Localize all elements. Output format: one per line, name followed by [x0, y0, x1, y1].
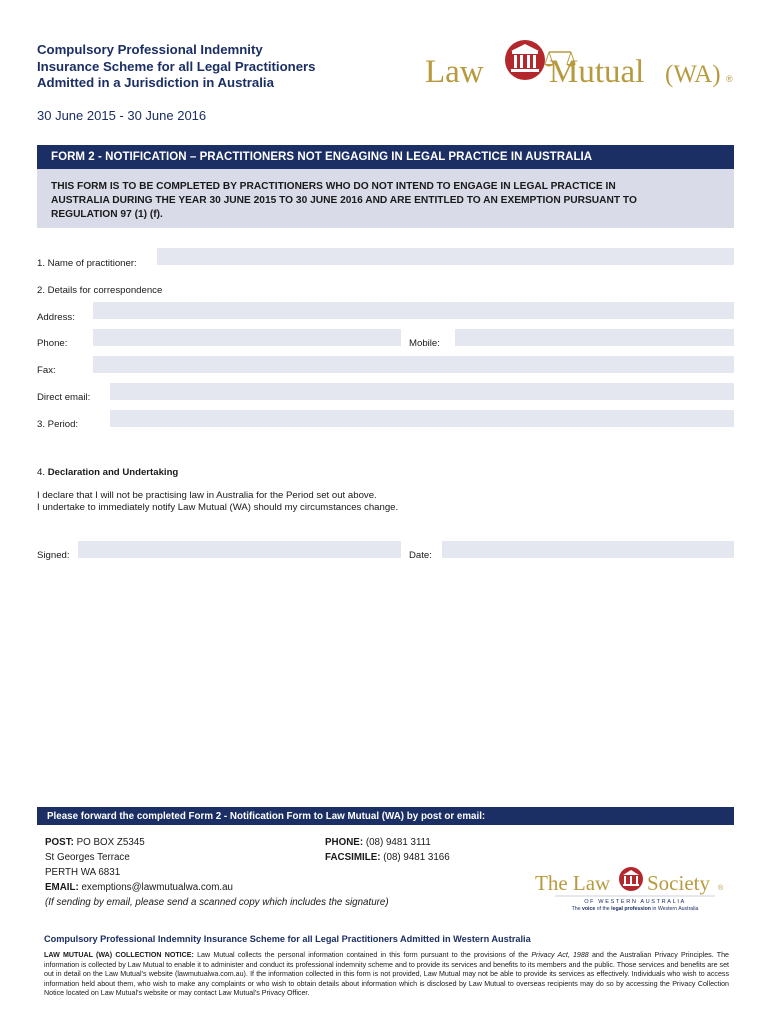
declaration-title: Declaration and Undertaking: [47, 467, 179, 478]
post-value: PO BOX Z5345: [76, 837, 145, 848]
signature-field[interactable]: [78, 541, 401, 558]
logo-word-law: Law: [425, 54, 484, 90]
instruction-line-3: REGULATION 97 (1) (f).: [51, 209, 163, 220]
phone-field[interactable]: [93, 329, 401, 346]
direct-email-field[interactable]: [110, 383, 734, 400]
mobile-label: Mobile:: [409, 338, 440, 349]
logo-registered-mark: ®: [726, 74, 733, 84]
declaration-line-2: I undertake to immediately notify Law Mutual (WA) should my circumstances change.: [37, 502, 399, 513]
email-contact-label: EMAIL:: [45, 882, 79, 893]
email-label: Direct email:: [37, 392, 91, 403]
logo-word-mutual: Mutual: [549, 54, 645, 90]
period-field[interactable]: [110, 410, 734, 427]
phone-contact: [325, 835, 525, 865]
scheme-title: [37, 42, 377, 92]
logo-suffix: (WA): [665, 61, 721, 88]
collection-notice: LAW MUTUAL (WA) COLLECTION NOTICE: Law Mutual collects the personal information contained in this form pursuant to the provisions of the Privacy Act, 1988 and the Australian Privacy Principles. The information is collected by Law Mutual to enable it to administer and conduct its professional indemnity scheme and to provide its services and benefits to its members and the public. Those services and benefits are set out in detail on the Law Mutual’s website (lawmutualwa.com.au). If the information collected in this form is not provided, Law Mutual may not be able to provide its services as effectively. Individuals who wish to access information held about them, who wish to make any complaints or who wish to obtain details about information which is disclosed by Law Mutual to overseas recipients may do so by accessing the Privacy Collection Notice located on Law Mutual’s website or may contact Law Mutual’s Privacy Officer.: [44, 951, 729, 997]
fax-contact-value: (08) 9481 3166: [383, 852, 450, 863]
post-label: POST:: [45, 837, 74, 848]
phone-label: Phone:: [37, 338, 68, 349]
forwarding-instructions-bar: Please forward the completed Form 2 - Notification Form to Law Mutual (WA) by post or email:: [37, 807, 734, 825]
address-field[interactable]: [93, 302, 734, 319]
fax-label: Fax:: [37, 365, 56, 376]
email-contact-link[interactable]: exemptions@lawmutualwa.com.au: [81, 882, 234, 893]
notice-label: LAW MUTUAL (WA) COLLECTION NOTICE:: [44, 951, 194, 959]
law-mutual-logo: [425, 38, 745, 94]
phone-contact-label: PHONE:: [325, 837, 364, 848]
society-subtitle: OF WESTERN AUSTRALIA: [584, 899, 686, 905]
society-registered-mark: ®: [718, 885, 724, 892]
declaration-heading: [37, 467, 178, 478]
phone-contact-value: (08) 9481 3111: [365, 837, 431, 848]
declaration-text: [37, 490, 398, 514]
law-society-emblem-icon: [619, 867, 643, 891]
footer-title: Compulsory Professional Indemnity Insurance Scheme for all Legal Practitioners Admitted in Western Australia: [44, 934, 531, 944]
policy-period: 30 June 2015 - 30 June 2016: [37, 108, 207, 123]
scheme-title-line-2: Insurance Scheme for all Legal Practitioners: [37, 58, 316, 74]
correspondence-heading: 2. Details for correspondence: [37, 285, 163, 296]
period-label: 3. Period:: [37, 419, 79, 430]
mobile-field[interactable]: [455, 329, 734, 346]
signed-label: Signed:: [37, 550, 70, 561]
practitioner-name-field[interactable]: [157, 248, 734, 265]
form-instructions: [37, 169, 734, 228]
address-label: Address:: [37, 312, 75, 323]
law-society-logo: [535, 865, 735, 911]
form-title-bar: FORM 2 - NOTIFICATION – PRACTITIONERS NOT ENGAGING IN LEGAL PRACTICE IN AUSTRALIA: [37, 145, 734, 169]
scheme-title-line-1: Compulsory Professional Indemnity: [37, 42, 263, 57]
name-label: 1. Name of practitioner:: [37, 258, 137, 269]
address-line-2: St Georges Terrace: [45, 852, 130, 863]
instruction-line-1: THIS FORM IS TO BE COMPLETED BY PRACTITIONERS WHO DO NOT INTEND TO ENGAGE IN LEGAL PRACTICE IN: [51, 181, 616, 192]
society-tagline: The voice of the legal profession in Western Australia: [571, 906, 699, 911]
society-word-society: Society: [647, 871, 710, 895]
date-label: Date:: [409, 550, 432, 561]
date-field[interactable]: [442, 541, 734, 558]
declaration-line-1: I declare that I will not be practising law in Australia for the Period set out above.: [37, 490, 377, 501]
fax-field[interactable]: [93, 356, 734, 373]
email-note: (If sending by email, please send a scanned copy which includes the signature): [45, 897, 389, 908]
fax-contact-label: FACSIMILE:: [325, 852, 381, 863]
address-line-3: PERTH WA 6831: [45, 867, 121, 878]
instruction-line-2: AUSTRALIA DURING THE YEAR 30 JUNE 2015 TO 30 JUNE 2016 AND ARE ENTITLED TO AN EXEMPTION PURSUANT TO: [51, 195, 637, 206]
society-word-the-law: The Law: [535, 871, 611, 895]
declaration-number: 4.: [37, 467, 46, 478]
scheme-title-line-3: Admitted in a Jurisdiction in Australia: [37, 75, 274, 90]
